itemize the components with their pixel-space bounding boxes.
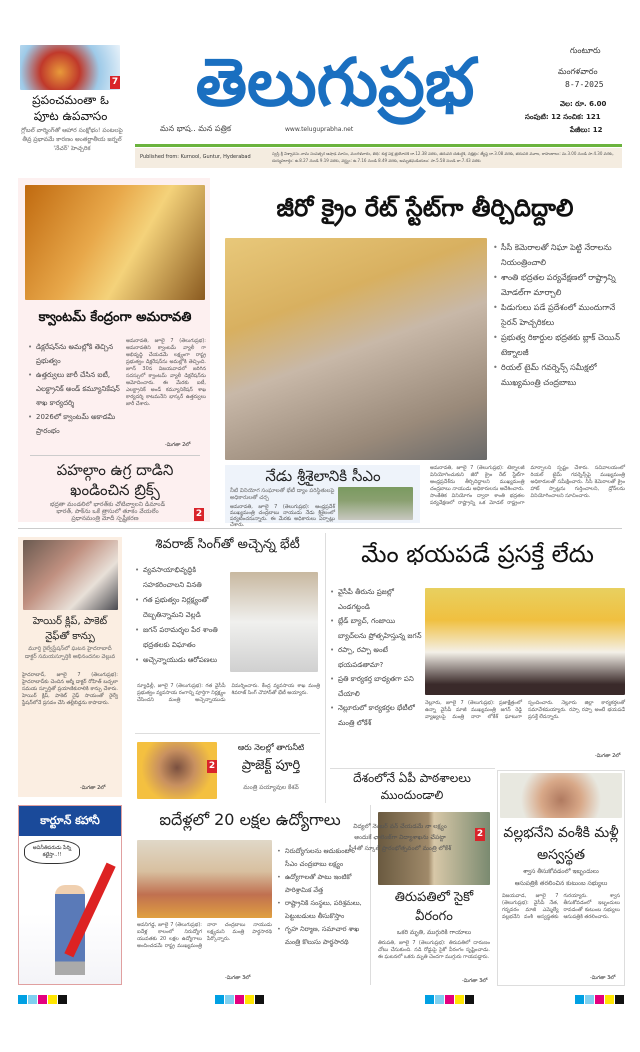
- continued-label[interactable]: -మిగతా 3లో: [590, 975, 616, 981]
- schools-sub-2: అందుకే ఛాలెంజ్‌గా విద్యాశాఖను చేపట్టా: [354, 834, 446, 841]
- column-divider: [370, 805, 371, 985]
- jobs-bullets: [277, 845, 367, 949]
- vamsi-sub-1: శ్వాస తీసుకోవడంలో ఇబ్బందులు: [523, 868, 599, 875]
- price: వెల: రూ. 6.00: [560, 100, 607, 108]
- bullet: • బ్లేడ్ బ్యాచ్, గంజాయి బ్యాచ్‌లను ప్రోత్సహిస్తున్న జగన్: [330, 614, 422, 643]
- color-registration-marks: [18, 995, 67, 1004]
- date: 8-7-2025: [565, 80, 604, 89]
- tirupati-sub: ఒకరి మృతి, ముగ్గురికి గాయాలు: [396, 929, 472, 936]
- page-number-badge: 2: [476, 829, 484, 839]
- srisailam-headline[interactable]: నేడు శ్రీశైలానికి సీఎం: [265, 467, 381, 485]
- divider: [30, 455, 200, 456]
- vamsi-sub-2: ఆసుపత్రికి తరలించిన కుటుంబ సభ్యులు: [514, 880, 608, 887]
- schools-sub-1: విద్యలో నెంబర్ వన్ చేయడమే నా లక్ష్యం: [353, 823, 447, 830]
- volume-issue: సంపుటి: 12 సంచిక: 121: [525, 113, 601, 121]
- bullet: • ఉద్యోగాలతో పాటు ఇంటికో పారిశ్రామిక వేత్త: [277, 871, 367, 897]
- brics-headline[interactable]: పహల్గాం ఉగ్ర దాడిని ఖండించిన బ్రిక్స్: [56, 461, 174, 499]
- bullet: • 2026లో క్వాంటమ్ అకాడమీ ప్రారంభం: [28, 410, 123, 438]
- hair-body: హైదరాబాద్, జూలై 7 (తెలుగుప్రభ): హైదరాబాద్‌కు చెందిన ఆర్మీ డాక్టర్ రోహిత్ బచ్చలా సమయ స్ఫూర్తితో ప్రయాణికురాలికి కాన్పు చేశారు. హెయిర్ క్లిప్, పాకెట్ నైఫ్ సాయంతో రైల్వే స్టేషన్‌లోనే ప్రసవం చేసి తల్లీబిడ్డను కాపాడారు.: [22, 672, 118, 706]
- page-number-badge: 2: [195, 509, 203, 519]
- brics-sub-3: ప్రధానమంత్రి మోదీ స్పష్టీకరణ: [71, 515, 139, 522]
- quantum-headline[interactable]: క్వాంటమ్ కేంద్రంగా అమరావతి: [38, 310, 192, 325]
- bullet: • రప్పా, రప్పా అంటే భయపడతామా?: [330, 643, 422, 672]
- lead-body: అమరావతి, జూలై 7 (తెలుగుప్రభ): టెక్నాలజీ వినియోగించుకుని జీరో క్రైం రేట్ స్టేట్‌గా ఆంధ్రప్రదేశ్‌ను తీర్చిదిద్దాలని ముఖ్యమంత్రి చంద్రబాబు నాయుడు అధికారులను ఆదేశించారు. సాంకేతిక వినియోగం ద్వారా శాంతి భద్రతల పర్యవేక్షణలో రాష్ట్రాన్ని ఒక మోడల్ రాష్ట్రంగా మార్చాలని స్పష్టం చేశారు. సచివాలయంలో రియల్ టైమ్ గవర్నెన్స్‌పై ముఖ్యమంత్రి అధికారులతో సమీక్షించారు. సీసీ కెమెరాలతో క్రైం హాట్ స్పాట్లను గుర్తించాలని, డ్రోన్‌లను వినియోగించాలని సూచించారు.: [430, 465, 625, 506]
- bullet: • ఉత్తర్వులు జారీ చేసిన ఐటీ, ఎలక్ట్రానిక్ అండ్ కమ్యూనికేషన్ శాఖ కార్యదర్శి: [28, 368, 123, 410]
- lead-headline[interactable]: జీరో క్రైం రేట్ స్టేట్‌గా తీర్చిదిద్దాలి: [276, 194, 574, 222]
- quantum-image[interactable]: [25, 185, 205, 300]
- cartoon-speech-bubble: అవినీతిపరుడు పేర్ని కట్టేస్తా..!!: [24, 840, 80, 864]
- project-sub: మంత్రి పయ్యావుల కేశవ్: [243, 784, 299, 791]
- brics-sub-2: భారత్, పాక్‌ను ఒకే త్రాసులో తూకం వేయలేం: [56, 508, 159, 515]
- column-divider: [325, 533, 326, 803]
- bullet: • నెల్లూరులో కార్యకర్తల భేటీలో మంత్రి లోకేశ్: [330, 701, 422, 730]
- website-url[interactable]: www.teluguprabha.net: [285, 126, 354, 133]
- brics-sub-1: భద్రతా మండలిలో భారత్‌కు చోటివ్వాలని డిమాండ్: [49, 501, 166, 508]
- teaser-image[interactable]: [20, 45, 120, 90]
- teaser-sub: గ్లోబల్ వార్మింగ్‌తో ఆహార సంక్షోభం! పంటలపై తీవ్ర ప్రభావమే కారణం అంతర్జాతీయ జర్నల్ 'నేచర్' హెచ్చరిక: [21, 127, 123, 152]
- color-registration-marks: [425, 995, 474, 1004]
- bullet: • శాంతి భద్రతల పర్యవేక్షణలో రాష్ట్రాన్ని మోడల్‌గా మార్చాలి: [493, 270, 625, 300]
- keshav-photo[interactable]: [137, 742, 217, 799]
- weekday: మంగళవారం: [558, 67, 598, 76]
- teaser-title[interactable]: ప్రపంచమంతా ఓ పూట ఉపవాసం: [32, 93, 109, 123]
- published-from: Published from: Kurnool, Guntur, Hyderabad: [140, 154, 251, 160]
- shivraj-body: న్యూఢిల్లీ, జూలై 7 (తెలుగుప్రభ): గత వైసీపీ ప్రభుత్వం వ్యవసాయ రంగాన్ని పూర్తిగా నిర్లక్ష్యం చేసిందని మంత్రి అచ్చెన్నాయుడు విమర్శించారు. కేంద్ర వ్యవసాయ శాఖ మంత్రి శివరాజ్ సింగ్ చౌహాన్‌తో భేటీ అయ్యారు.: [137, 683, 320, 703]
- hair-photo[interactable]: [23, 540, 118, 610]
- lead-photo[interactable]: [225, 238, 487, 460]
- bullet: • వ్యవసాయాభివృద్ధికి సహకరించాలని వినతి: [135, 563, 227, 593]
- masthead-divider: [135, 144, 622, 147]
- jobs-photo[interactable]: [137, 840, 272, 918]
- shivraj-bullets: [135, 563, 227, 668]
- lead-bullets: [493, 240, 625, 390]
- continued-label[interactable]: -మిగతా 2లో: [595, 753, 621, 759]
- vamsi-body: విజయవాడ, జూలై 7 (తెలుగుప్రభ): వైసీపీ నేత, గన్నవరం మాజీ ఎమ్మెల్యే వల్లభనేని వంశీ అస్వస్థతకు గురయ్యారు. శ్వాస తీసుకోవడంలో ఇబ్బందులు రావడంతో కుటుంబ సభ్యులు ఆసుపత్రికి తరలించారు.: [502, 893, 620, 920]
- bullet: • డిక్లరేషన్‌ను అమల్లోకి తెచ్చిన ప్రభుత్వం: [28, 340, 123, 368]
- shivraj-headline[interactable]: శివరాజ్ సింగ్‌తో అచ్చెన్న భేటీ: [155, 537, 300, 552]
- shivraj-photo[interactable]: [230, 572, 318, 672]
- continued-label[interactable]: -మిగతా 3లో: [225, 975, 251, 981]
- fear-headline[interactable]: మేం భయపడే ప్రసక్తే లేదు: [361, 540, 594, 568]
- bullet: • రియల్ టైమ్ గవర్నెన్స్ సమీక్షలో ముఖ్యమంత్రి చంద్రబాబు: [493, 360, 625, 390]
- jobs-headline[interactable]: ఐదేళ్లలో 20 లక్షల ఉద్యోగాలు: [159, 810, 341, 829]
- color-registration-marks: [215, 995, 264, 1004]
- bullet: • గృహ నిర్మాణ, సమాచార శాఖ మంత్రి కొలుసు పార్థసారథి: [277, 923, 367, 949]
- schools-headline[interactable]: దేశంలోనే ఏపీ పాఠశాలలు ముందుండాలి: [353, 771, 471, 802]
- bullet: • గత ప్రభుత్వం నిర్లక్ష్యంతో దెబ్బతిన్నామని వెల్లడి: [135, 593, 227, 623]
- page-count: పేజీలు: 12: [570, 126, 603, 134]
- vamsi-headline[interactable]: వల్లభనేని వంశీకి మళ్లీ అస్వస్థత: [503, 825, 619, 863]
- quantum-body: అమరావతి, జూలై 7 (తెలుగుప్రభ): అమరావతిని క్వాంటమ్ వ్యాలీ గా అభివృద్ధి చేయడమే లక్ష్యంగా రాష్ట్ర ప్రభుత్వం డిక్లరేషన్‌ను అమల్లోకి తెచ్చింది. జూన్ 30న విజయవాడలో జరిగిన సదస్సులో క్వాంటమ్ వ్యాలీ డిక్లరేషన్‌ను ఆమోదించారు. ఈ మేరకు ఐటీ, ఎలక్ట్రానిక్ అండ్ కమ్యూనికేషన్ శాఖ కార్యదర్శి కాటమనేని భాస్కర్ ఉత్తర్వులు జారీ చేశారు.: [126, 338, 206, 407]
- continued-label[interactable]: -మిగతా 2లో: [80, 785, 106, 791]
- dam-photo[interactable]: [338, 487, 413, 520]
- schools-sub-3: పీ4తో స్కూల్ ప్రారంభోత్సవంలో మంత్రి లోకేశ్: [348, 845, 452, 852]
- quantum-bullets: [28, 340, 123, 438]
- bullet: • వైసీపీ తీరును ప్రజల్లో ఎండగట్టండి: [330, 585, 422, 614]
- continued-label[interactable]: -మిగతా 2లో: [165, 442, 191, 448]
- bullet: • జగన్ పరామర్శల పేర శాంతి భద్రతలకు విఘాతం: [135, 623, 227, 653]
- color-registration-marks: [575, 995, 624, 1004]
- divider: [135, 733, 320, 734]
- continued-label[interactable]: -మిగతా 3లో: [462, 978, 488, 984]
- tagline: మన భాష.. మన పత్రిక: [160, 124, 232, 133]
- panchangam: స్వస్తి శ్రీ విశ్వావసు నామ సంవత్సర ఆషాఢ మాసం, మంగళవారం, తిథి: శుక్ల పక్ష త్రయోదశి రా.12.38 వరకు, తదుపరి చతుర్దశి, నక్షత్రం: జ్యేష్ఠ రా.3.08 వరకు, తదుపరి మూల, రాహుకాలం: మ.3.00 నుండి సా.4.30 వరకు, దుర్ముహూర్తం: ఉ.8.27 నుండి 9.19 వరకు, వర్జ్యం: ఉ.7.16 నుండి 8.49 వరకు, అమృతఘడియలు: సా.5.58 నుండి రా.7.43 వరకు: [272, 151, 614, 163]
- edition-city: గుంటూరు: [570, 46, 601, 55]
- bullet: • రాష్ట్రానికి సంస్థలు, పరిశ్రమలు, పెట్టుబడులు తీసుకొస్తాం: [277, 897, 367, 923]
- page-number-badge: 2: [208, 761, 216, 771]
- bullet: • సీసీ కెమెరాలతో నిఘా పెట్టి నేరాలను నియంత్రించాలి: [493, 240, 625, 270]
- row-divider: [18, 528, 622, 529]
- project-title-1[interactable]: ఆరు నెలల్లో తాగునీటి: [237, 743, 305, 752]
- hair-sub: మూర్తి రైల్వేస్టేషన్‌లో ఘటన హైదరాబాదీ డాక్టర్ సమయస్ఫూర్తికి అభినందనల వెల్లువ: [24, 646, 116, 660]
- jobs-body: అవనిగడ్డ, జూలై 7 (తెలుగుప్రభ): ఐదేళ్ల కాలంలో నిరుద్యోగ యువతకు 20 లక్షల ఉద్యోగాలు అందించడమే రాష్ట్ర ముఖ్యమంత్రి నారా చంద్రబాబు నాయుడు లక్ష్యమని మంత్రి పార్థసారథి పేర్కొన్నారు.: [137, 922, 272, 949]
- vamsi-photo[interactable]: [500, 773, 622, 818]
- bullet: • పిడుగులు పడే ప్రదేశంలో ముందుగానే సైరన్ హెచ్చరికలు: [493, 300, 625, 330]
- tirupati-body: తిరుపతి, జూలై 7 (తెలుగుప్రభ): తిరుపతిలో దారుణం చోటు చేసుకుంది. నడి రోడ్డుపై సైకో వీరంగం సృష్టించాడు. ఈ ఘటనలో ఒకరు మృతి చెందగా ముగ్గురు గాయపడ్డారు.: [378, 940, 490, 960]
- project-title-2[interactable]: ప్రాజెక్ట్ పూర్తి: [241, 758, 301, 773]
- srisailam-sub: నీటి వినియోగ సంఘాలతో భేటీ డ్యాం పరిస్థితులపై అధికారులతో చర్చ: [230, 488, 335, 501]
- divider: [330, 768, 495, 769]
- fear-bullets: [330, 585, 422, 730]
- masthead-logo[interactable]: తెలుగుప్రభ: [195, 44, 475, 121]
- bullet: • అచ్చెన్నాయుడు ఆరోపణలు: [135, 653, 227, 668]
- bullet: • ప్రభుత్వ రికార్డుల భద్రతకు బ్లాక్ చెయిన్ టెక్నాలజీ: [493, 330, 625, 360]
- cartoon-title: కార్టూన్ కహానీ: [19, 806, 121, 836]
- fear-body: నెల్లూరు, జూలై 7 (తెలుగుప్రభ): ప్రజాక్షేత్రంలో ఉన్నా వైసీపీ మాజీ ముఖ్యమంత్రి జగన్ రెడ్డి వ్యాఖ్యలపై మంత్రి నారా లోకేశ్ ఘాటుగా స్పందించారు. నెల్లూరు జిల్లా కార్యకర్తలతో సమావేశమయ్యారు. రప్పా రప్పా అంటే భయపడే ప్రసక్తే లేదన్నారు.: [425, 700, 625, 720]
- hair-headline[interactable]: హెయిర్ క్లిప్, పాకెట్ నైఫ్‌తో కాన్పు: [32, 616, 108, 642]
- srisailam-body: అమరావతి, జూలై 7 (తెలుగుప్రభ): ఆంధ్రప్రదేశ్ ముఖ్యమంత్రి చంద్రబాబు నాయుడు నేడు శ్రీశైలంలో పర్యటించనున్నారు. ఈ మేరకు అధికారులు ఏర్పాట్లు చేశారు.: [230, 504, 335, 528]
- bullet: • ప్రతి కార్యకర్త బాధ్యతగా పని చేయాలి: [330, 672, 422, 701]
- page-number-badge: 7: [111, 77, 119, 87]
- lokesh-meeting-photo[interactable]: [425, 588, 625, 695]
- bullet: • నిరుద్యోగులను ఆదుకుంటాం సీఎం చంద్రబాబు లక్ష్యం: [277, 845, 367, 871]
- tirupati-headline[interactable]: తిరుపతిలో సైకో వీరంగం: [394, 890, 474, 924]
